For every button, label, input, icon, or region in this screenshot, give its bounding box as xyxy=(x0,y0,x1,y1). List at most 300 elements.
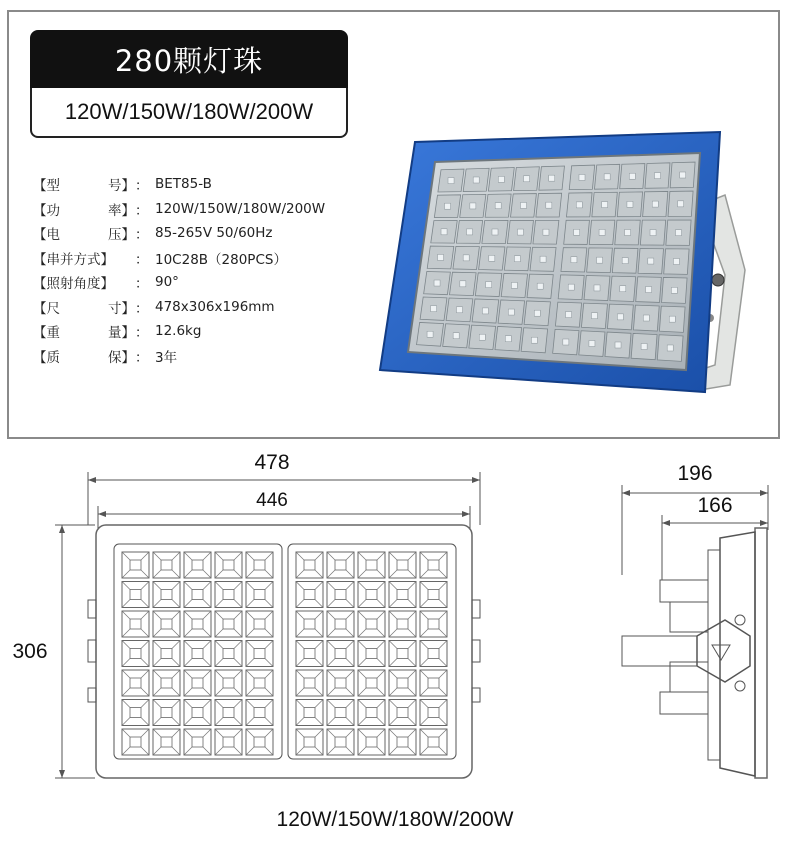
led-lens-edge xyxy=(172,552,180,560)
led-lens-edge xyxy=(203,600,211,608)
led-lens-edge xyxy=(420,718,428,726)
led-lens-edge xyxy=(234,670,242,678)
led-lens-edge xyxy=(296,570,304,578)
led-chip xyxy=(617,314,623,320)
led-lens-edge xyxy=(234,600,242,608)
led-lens-center xyxy=(254,708,265,718)
led-lens-edge xyxy=(122,552,130,560)
led-lens-edge xyxy=(408,670,416,678)
led-lens-edge xyxy=(234,747,242,755)
led-lens-edge xyxy=(346,641,354,649)
led-chip xyxy=(627,201,633,207)
led-lens-edge xyxy=(172,629,180,637)
led-lens-edge xyxy=(439,629,447,637)
led-lens-edge xyxy=(184,582,192,590)
led-chip xyxy=(591,313,597,319)
led-lens-center xyxy=(428,737,439,747)
led-lens-edge xyxy=(234,582,242,590)
led-chip xyxy=(652,201,658,207)
led-lens-center xyxy=(223,590,234,600)
led-lens-edge xyxy=(315,582,323,590)
led-lens-edge xyxy=(246,552,254,560)
led-lens-edge xyxy=(153,747,161,755)
led-lens-edge xyxy=(122,688,130,696)
led-chip xyxy=(456,307,462,313)
spec-row-voltage: 【电 压】 ： 85-265V 50/60Hz xyxy=(33,221,363,246)
led-lens-edge xyxy=(327,611,335,619)
led-chip xyxy=(667,345,673,351)
led-lens-center xyxy=(130,590,141,600)
led-lens-center xyxy=(130,560,141,570)
led-chip xyxy=(579,174,585,180)
led-chip xyxy=(438,254,444,260)
led-lens-edge xyxy=(172,659,180,667)
led-lens-edge xyxy=(408,600,416,608)
led-chip xyxy=(431,306,437,312)
led-lens-center xyxy=(130,678,141,688)
led-lens-edge xyxy=(153,659,161,667)
spec-value: 12.6kg xyxy=(155,323,202,340)
led-lens-edge xyxy=(377,641,385,649)
led-lens-edge xyxy=(315,600,323,608)
led-lens-edge xyxy=(234,570,242,578)
led-lens-center xyxy=(428,708,439,718)
led-lens-edge xyxy=(203,570,211,578)
led-lens-edge xyxy=(346,670,354,678)
led-lens-edge xyxy=(420,611,428,619)
led-lens-edge xyxy=(408,582,416,590)
led-lens-edge xyxy=(315,747,323,755)
led-lens-edge xyxy=(420,729,428,737)
led-chip xyxy=(597,257,603,263)
led-lens-edge xyxy=(420,552,428,560)
overall-width-label: 478 xyxy=(254,451,290,474)
led-lens-edge xyxy=(246,747,254,755)
led-lens-edge xyxy=(346,718,354,726)
led-lens-edge xyxy=(439,570,447,578)
led-lens-edge xyxy=(153,570,161,578)
led-chip xyxy=(594,285,600,291)
led-lens-edge xyxy=(358,629,366,637)
led-lens-center xyxy=(366,678,377,688)
led-lens-center xyxy=(254,737,265,747)
led-lens-edge xyxy=(358,570,366,578)
led-lens-edge xyxy=(153,670,161,678)
led-lens-edge xyxy=(389,688,397,696)
power-options-box: 120W/150W/180W/200W xyxy=(30,88,348,138)
spec-label: 【功 率】 xyxy=(33,202,135,219)
led-lens-center xyxy=(254,619,265,629)
led-chip xyxy=(479,334,485,340)
footer-power-options: 120W/150W/180W/200W xyxy=(276,808,514,831)
led-lens-edge xyxy=(389,747,397,755)
led-lens-edge xyxy=(439,552,447,560)
led-lens-edge xyxy=(265,670,273,678)
led-lens-edge xyxy=(141,582,149,590)
led-chip xyxy=(520,202,526,208)
led-lens-edge xyxy=(246,718,254,726)
spec-value: 10C28B（280PCS） xyxy=(155,251,287,268)
led-lens-edge xyxy=(315,611,323,619)
led-lens-edge xyxy=(172,611,180,619)
led-chip xyxy=(678,201,684,207)
led-lens-center xyxy=(304,737,315,747)
led-lens-center xyxy=(397,619,408,629)
led-lens-edge xyxy=(420,700,428,708)
led-lens-edge xyxy=(215,570,223,578)
led-lens-edge xyxy=(389,700,397,708)
led-lens-edge xyxy=(327,659,335,667)
led-lens-edge xyxy=(346,629,354,637)
led-chip xyxy=(445,203,451,209)
led-lens-center xyxy=(161,708,172,718)
led-lens-edge xyxy=(246,670,254,678)
led-lens-edge xyxy=(265,552,273,560)
led-lens-edge xyxy=(215,688,223,696)
led-lens-edge xyxy=(215,600,223,608)
led-chip xyxy=(543,229,549,235)
spec-row-beam-angle: 【照射角度】 ： 90° xyxy=(33,270,363,295)
led-lens-edge xyxy=(346,570,354,578)
led-lens-edge xyxy=(408,611,416,619)
led-lens-edge xyxy=(215,629,223,637)
side-view-drawing xyxy=(600,440,785,800)
led-lens-center xyxy=(304,560,315,570)
led-lens-edge xyxy=(327,718,335,726)
led-lens-edge xyxy=(246,729,254,737)
led-lens-grid xyxy=(122,552,447,755)
led-lens-center xyxy=(304,590,315,600)
led-lens-edge xyxy=(215,582,223,590)
led-lens-edge xyxy=(346,729,354,737)
led-chip xyxy=(676,230,682,236)
led-lens-edge xyxy=(439,729,447,737)
led-lens-edge xyxy=(315,570,323,578)
led-lens-edge xyxy=(184,600,192,608)
led-lens-edge xyxy=(389,611,397,619)
led-lens-edge xyxy=(153,582,161,590)
led-chip xyxy=(511,282,517,288)
led-chip xyxy=(566,312,572,318)
led-lens-edge xyxy=(358,659,366,667)
led-lens-edge xyxy=(184,629,192,637)
led-lens-edge xyxy=(265,641,273,649)
led-lens-edge xyxy=(141,641,149,649)
led-lens-edge xyxy=(327,688,335,696)
led-chip xyxy=(486,282,492,288)
led-lens-edge xyxy=(439,718,447,726)
spec-label: 【尺 寸】 xyxy=(33,300,135,317)
led-lens-edge xyxy=(420,670,428,678)
led-chip xyxy=(671,287,677,293)
led-lens-edge xyxy=(420,659,428,667)
led-lens-edge xyxy=(246,659,254,667)
led-chip xyxy=(549,175,555,181)
led-lens-edge xyxy=(246,688,254,696)
led-lens-edge xyxy=(377,747,385,755)
spec-label: 【串并方式】 xyxy=(33,251,114,268)
led-lens-center xyxy=(335,649,346,659)
led-lens-edge xyxy=(172,570,180,578)
height-label: 306 xyxy=(12,640,48,663)
led-lens-center xyxy=(397,560,408,570)
led-lens-edge xyxy=(420,570,428,578)
led-lens-edge xyxy=(234,729,242,737)
led-lens-edge xyxy=(439,611,447,619)
led-lens-edge xyxy=(215,641,223,649)
led-lens-center xyxy=(254,560,265,570)
spec-row-model: 【型 号】 ： BET85-B xyxy=(33,172,363,197)
led-lens-edge xyxy=(122,670,130,678)
led-lens-edge xyxy=(315,729,323,737)
led-lens-edge xyxy=(122,729,130,737)
led-lens-edge xyxy=(358,641,366,649)
led-lens-edge xyxy=(346,552,354,560)
led-lens-edge xyxy=(265,582,273,590)
led-lens-edge xyxy=(389,641,397,649)
spec-value: 120W/150W/180W/200W xyxy=(155,200,326,217)
led-chip xyxy=(625,229,631,235)
led-lens-edge xyxy=(265,700,273,708)
led-lens-edge xyxy=(346,600,354,608)
led-lens-edge xyxy=(389,729,397,737)
led-lens-edge xyxy=(315,670,323,678)
led-lens-edge xyxy=(358,729,366,737)
led-lens-edge xyxy=(327,552,335,560)
depth-label: 196 xyxy=(677,462,713,485)
led-lens-edge xyxy=(377,670,385,678)
led-lens-edge xyxy=(153,700,161,708)
led-lens-edge xyxy=(358,670,366,678)
led-lens-center xyxy=(192,678,203,688)
spec-row-weight: 【重 量】 ： 12.6kg xyxy=(33,319,363,344)
led-lens-center xyxy=(335,737,346,747)
led-chip xyxy=(646,287,652,293)
led-lens-edge xyxy=(346,582,354,590)
led-chip xyxy=(650,230,656,236)
spec-label: 【照射角度】 xyxy=(33,276,114,293)
led-lens-edge xyxy=(327,629,335,637)
led-lens-edge xyxy=(234,718,242,726)
led-lens-edge xyxy=(234,552,242,560)
led-chip xyxy=(571,257,577,263)
led-lens-edge xyxy=(141,700,149,708)
led-lens-center xyxy=(397,649,408,659)
spec-list xyxy=(33,172,363,368)
led-chip xyxy=(599,229,605,235)
led-lens-edge xyxy=(184,641,192,649)
led-chip xyxy=(505,336,511,342)
led-chip xyxy=(534,310,540,316)
led-lens-center xyxy=(223,649,234,659)
led-lens-edge xyxy=(408,688,416,696)
led-lens-edge xyxy=(153,718,161,726)
led-chip xyxy=(482,308,488,314)
led-lens-edge xyxy=(203,688,211,696)
led-lens-center xyxy=(397,708,408,718)
spec-label: 【电 压】 xyxy=(33,227,135,244)
led-chip xyxy=(524,176,530,182)
led-lens-edge xyxy=(389,629,397,637)
led-lens-edge xyxy=(184,700,192,708)
led-lens-center xyxy=(192,708,203,718)
led-lens-edge xyxy=(315,659,323,667)
led-lens-center xyxy=(366,560,377,570)
led-lens-edge xyxy=(172,641,180,649)
led-lens-edge xyxy=(234,611,242,619)
led-lens-edge xyxy=(296,611,304,619)
led-lens-center xyxy=(335,590,346,600)
led-chip xyxy=(654,173,660,179)
led-lens-edge xyxy=(203,641,211,649)
led-lens-edge xyxy=(172,600,180,608)
led-lens-edge xyxy=(265,600,273,608)
led-chip xyxy=(615,342,621,348)
led-lens-edge xyxy=(389,670,397,678)
led-lens-edge xyxy=(327,641,335,649)
led-lens-edge xyxy=(141,611,149,619)
led-lens-edge xyxy=(346,611,354,619)
led-lens-edge xyxy=(265,570,273,578)
led-lens-edge xyxy=(439,600,447,608)
led-lens-edge xyxy=(315,552,323,560)
led-chip xyxy=(441,229,447,235)
led-lens-edge xyxy=(265,718,273,726)
spec-value: 478x306x196mm xyxy=(155,298,275,315)
led-chip xyxy=(453,333,459,339)
led-lens-edge xyxy=(141,629,149,637)
spec-label: 【质 保】 xyxy=(33,349,135,366)
led-chip xyxy=(498,176,504,182)
led-lens-edge xyxy=(389,600,397,608)
led-lens-edge xyxy=(184,670,192,678)
led-chip xyxy=(448,178,454,184)
led-lens-edge xyxy=(234,641,242,649)
led-lens-center xyxy=(130,708,141,718)
led-lens-edge xyxy=(408,729,416,737)
led-lens-edge xyxy=(408,570,416,578)
led-lens-center xyxy=(428,619,439,629)
led-chip xyxy=(648,258,654,264)
led-lens-edge xyxy=(327,670,335,678)
spec-row-wiring: 【串并方式】 ： 10C28B（280PCS） xyxy=(33,246,363,271)
led-lens-edge xyxy=(234,659,242,667)
led-lens-edge xyxy=(420,582,428,590)
spec-value: 90° xyxy=(155,274,179,291)
led-lens-edge xyxy=(153,600,161,608)
led-lens-edge xyxy=(203,670,211,678)
led-lens-edge xyxy=(265,611,273,619)
led-lens-edge xyxy=(296,718,304,726)
led-lens-edge xyxy=(346,700,354,708)
led-lens-edge xyxy=(439,700,447,708)
led-lens-center xyxy=(223,737,234,747)
led-lens-edge xyxy=(203,729,211,737)
led-lens-edge xyxy=(203,747,211,755)
led-lens-edge xyxy=(327,700,335,708)
led-lens-edge xyxy=(315,700,323,708)
led-lens-edge xyxy=(203,718,211,726)
led-lens-edge xyxy=(420,688,428,696)
led-lens-center xyxy=(366,590,377,600)
led-lens-edge xyxy=(296,670,304,678)
led-chip xyxy=(495,203,501,209)
led-lens-edge xyxy=(184,729,192,737)
led-lens-edge xyxy=(439,641,447,649)
led-lens-edge xyxy=(122,641,130,649)
led-lens-edge xyxy=(215,670,223,678)
led-lens-center xyxy=(428,590,439,600)
spec-value: BET85-B xyxy=(155,176,212,193)
led-lens-edge xyxy=(184,718,192,726)
led-lens-edge xyxy=(377,700,385,708)
led-lens-center xyxy=(130,737,141,747)
led-lens-center xyxy=(428,678,439,688)
led-lens-edge xyxy=(172,688,180,696)
led-lens-edge xyxy=(377,611,385,619)
led-lens-edge xyxy=(184,659,192,667)
led-lens-edge xyxy=(296,600,304,608)
led-chip xyxy=(546,202,552,208)
led-lens-edge xyxy=(420,747,428,755)
led-lens-edge xyxy=(215,659,223,667)
led-lens-edge xyxy=(184,611,192,619)
led-lens-center xyxy=(304,649,315,659)
led-lens-edge xyxy=(327,570,335,578)
led-lens-edge xyxy=(327,729,335,737)
led-lens-center xyxy=(366,619,377,629)
spec-row-warranty: 【质 保】 ： 3年 xyxy=(33,344,363,369)
led-lens-edge xyxy=(327,747,335,755)
led-lens-edge xyxy=(296,700,304,708)
led-lens-edge xyxy=(315,629,323,637)
led-chip xyxy=(643,315,649,321)
led-chip xyxy=(492,229,498,235)
led-lens-center xyxy=(192,737,203,747)
led-lens-edge xyxy=(234,688,242,696)
led-lens-edge xyxy=(265,659,273,667)
led-lens-edge xyxy=(215,718,223,726)
led-lens-edge xyxy=(296,552,304,560)
led-lens-edge xyxy=(377,552,385,560)
led-lens-edge xyxy=(141,552,149,560)
led-lens-edge xyxy=(296,729,304,737)
led-lens-edge xyxy=(296,688,304,696)
inner-width-label: 446 xyxy=(256,490,288,511)
led-lens-center xyxy=(192,590,203,600)
led-lens-edge xyxy=(420,641,428,649)
led-lens-center xyxy=(130,619,141,629)
led-lens-edge xyxy=(172,747,180,755)
led-lens-edge xyxy=(122,747,130,755)
led-lens-edge xyxy=(141,670,149,678)
led-lens-edge xyxy=(377,600,385,608)
led-chip xyxy=(489,255,495,261)
spec-row-size: 【尺 寸】 ： 478x306x196mm xyxy=(33,295,363,320)
led-lens-edge xyxy=(377,659,385,667)
led-chip xyxy=(629,173,635,179)
led-lens-center xyxy=(223,619,234,629)
led-lens-edge xyxy=(346,747,354,755)
led-lens-edge xyxy=(215,729,223,737)
led-lens-edge xyxy=(358,552,366,560)
led-lens-edge xyxy=(203,611,211,619)
led-chip xyxy=(576,202,582,208)
led-lens-center xyxy=(366,649,377,659)
led-chip xyxy=(641,343,647,349)
led-lens-edge xyxy=(358,688,366,696)
led-lens-center xyxy=(161,649,172,659)
